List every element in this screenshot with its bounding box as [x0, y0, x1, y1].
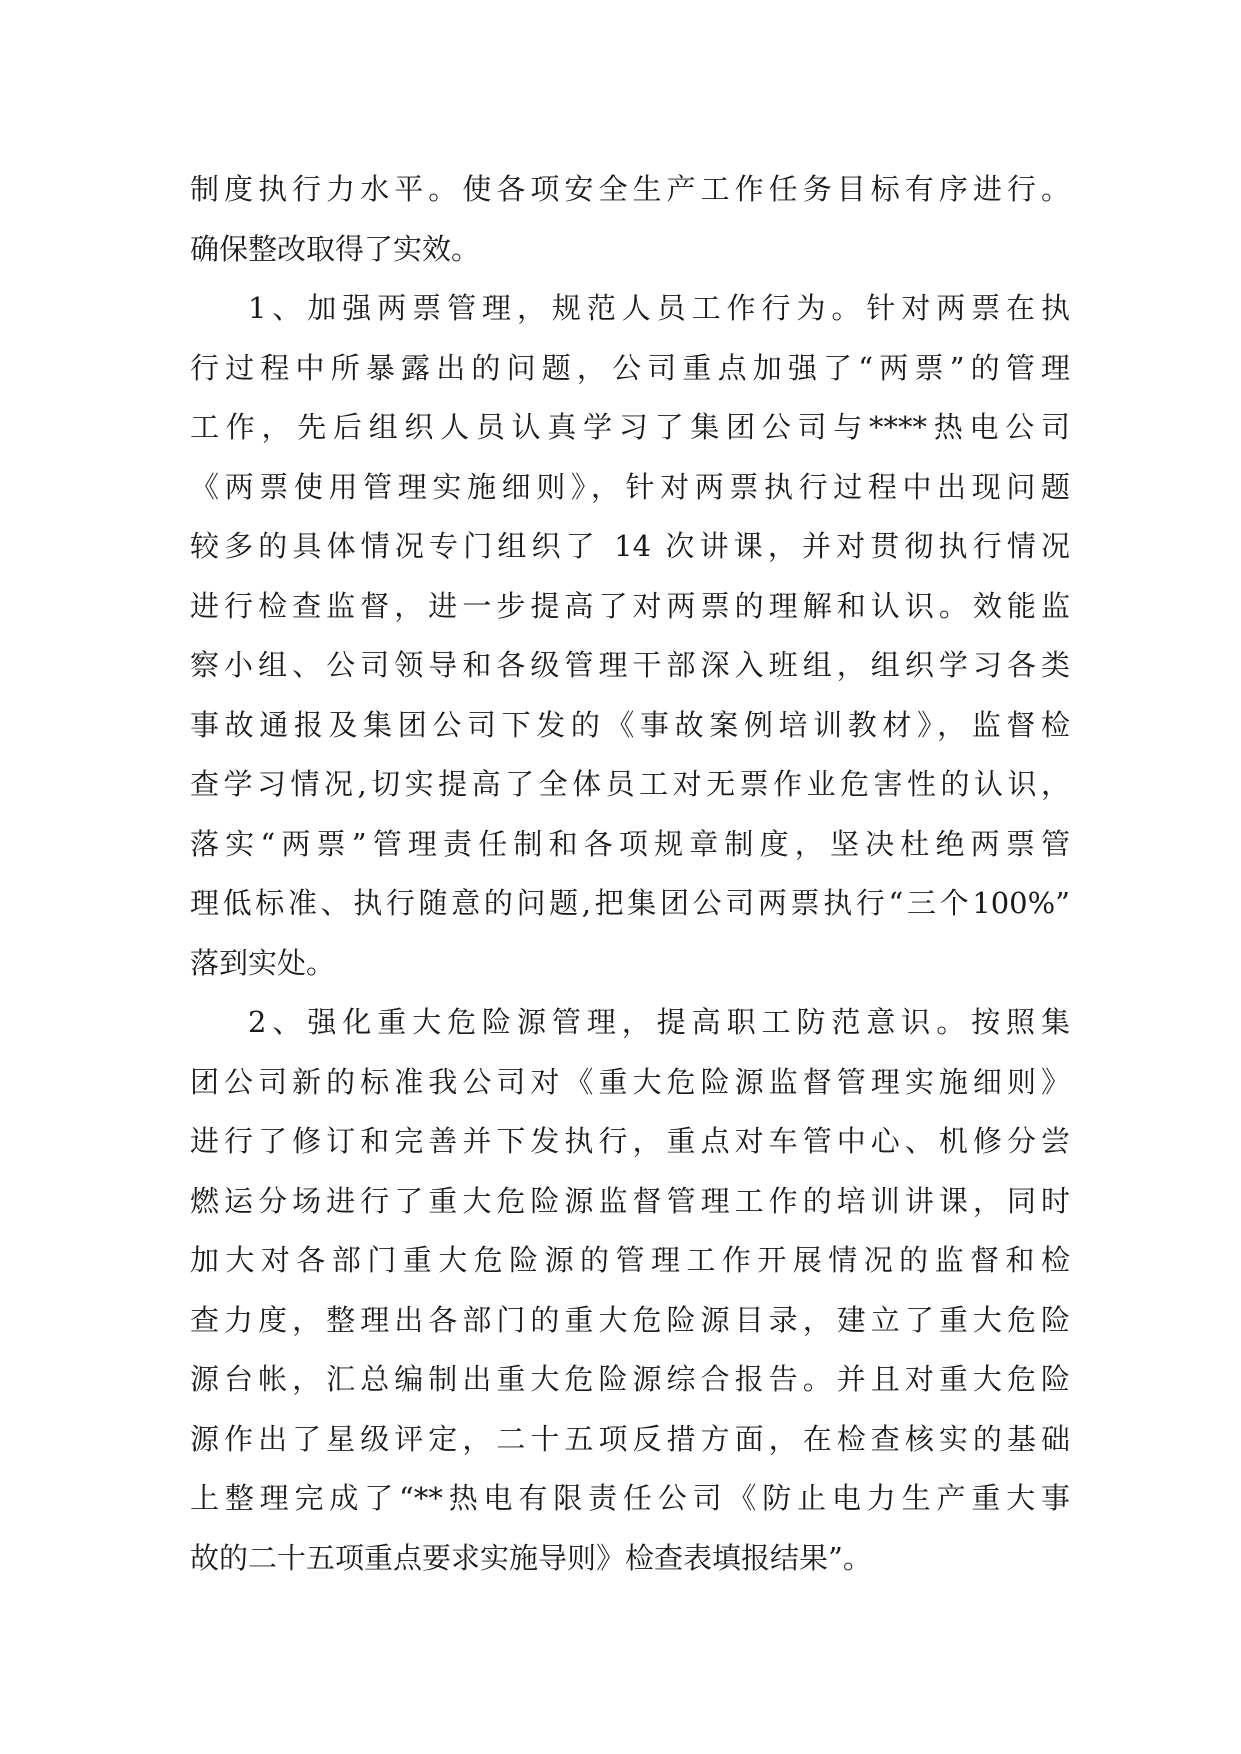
text-line: 团公司新的标准我公司对《重大危险源监督管理实施细则》 [190, 1064, 1070, 1099]
text-line: 《两票使用管理实施细则》，针对两票执行过程中出现问题 [190, 469, 1070, 504]
text-line: 故的二十五项重点要求实施导则》检查表填报结果”。 [190, 1540, 872, 1575]
text-line: 落实“两票”管理责任制和各项规章制度，坚决杜绝两票管 [190, 826, 1070, 861]
text-line: 源作出了星级评定，二十五项反措方面，在检查核实的基础 [190, 1421, 1070, 1456]
text-line: 事故通报及集团公司下发的《事故案例培训教材》，监督检 [190, 707, 1070, 742]
text-line: 加大对各部门重大危险源的管理工作开展情况的监督和检 [190, 1243, 1070, 1277]
text-line: 工作，先后组织人员认真学习了集团公司与****热电公司 [190, 410, 1070, 444]
text-line: 燃运分场进行了重大危险源监督管理工作的培训讲课，同时 [190, 1183, 1070, 1218]
text-line: 察小组、公司领导和各级管理干部深入班组，组织学习各类 [190, 648, 1070, 682]
paragraph-1-first-line: 1、加强两票管理，规范人员工作行为。针对两票在执 [248, 291, 1070, 325]
text-line: 进行检查监督，进一步提高了对两票的理解和认识。效能监 [190, 588, 1070, 623]
text-line: 较多的具体情况专门组织了 14 次讲课，并对贯彻执行情况 [190, 529, 1070, 563]
body-text [190, 160, 1070, 1588]
text-line: 源台帐，汇总编制出重大危险源综合报告。并且对重大危险 [190, 1362, 1070, 1396]
text-line: 进行了修订和完善并下发执行，重点对车管中心、机修分尝 [190, 1124, 1070, 1158]
text-line: 制度执行力水平。使各项安全生产工作任务目标有序进行。 [190, 172, 1070, 206]
text-line: 查力度，整理出各部门的重大危险源目录，建立了重大危险 [190, 1302, 1070, 1337]
text-line: 行过程中所暴露出的问题，公司重点加强了“两票”的管理 [190, 350, 1070, 385]
text-line: 理低标准、执行随意的问题,把集团公司两票执行“三个100%” [190, 886, 1070, 920]
text-line: 查学习情况,切实提高了全体员工对无票作业危害性的认识， [190, 767, 1070, 801]
text-line: 确保整改取得了实效。 [190, 231, 481, 266]
paragraph-2-first-line: 2、强化重大危险源管理，提高职工防范意识。按照集 [248, 1005, 1070, 1039]
text-line: 落到实处。 [190, 945, 336, 980]
text-line: 上整理完成了“**热电有限责任公司《防止电力生产重大事 [190, 1481, 1070, 1515]
